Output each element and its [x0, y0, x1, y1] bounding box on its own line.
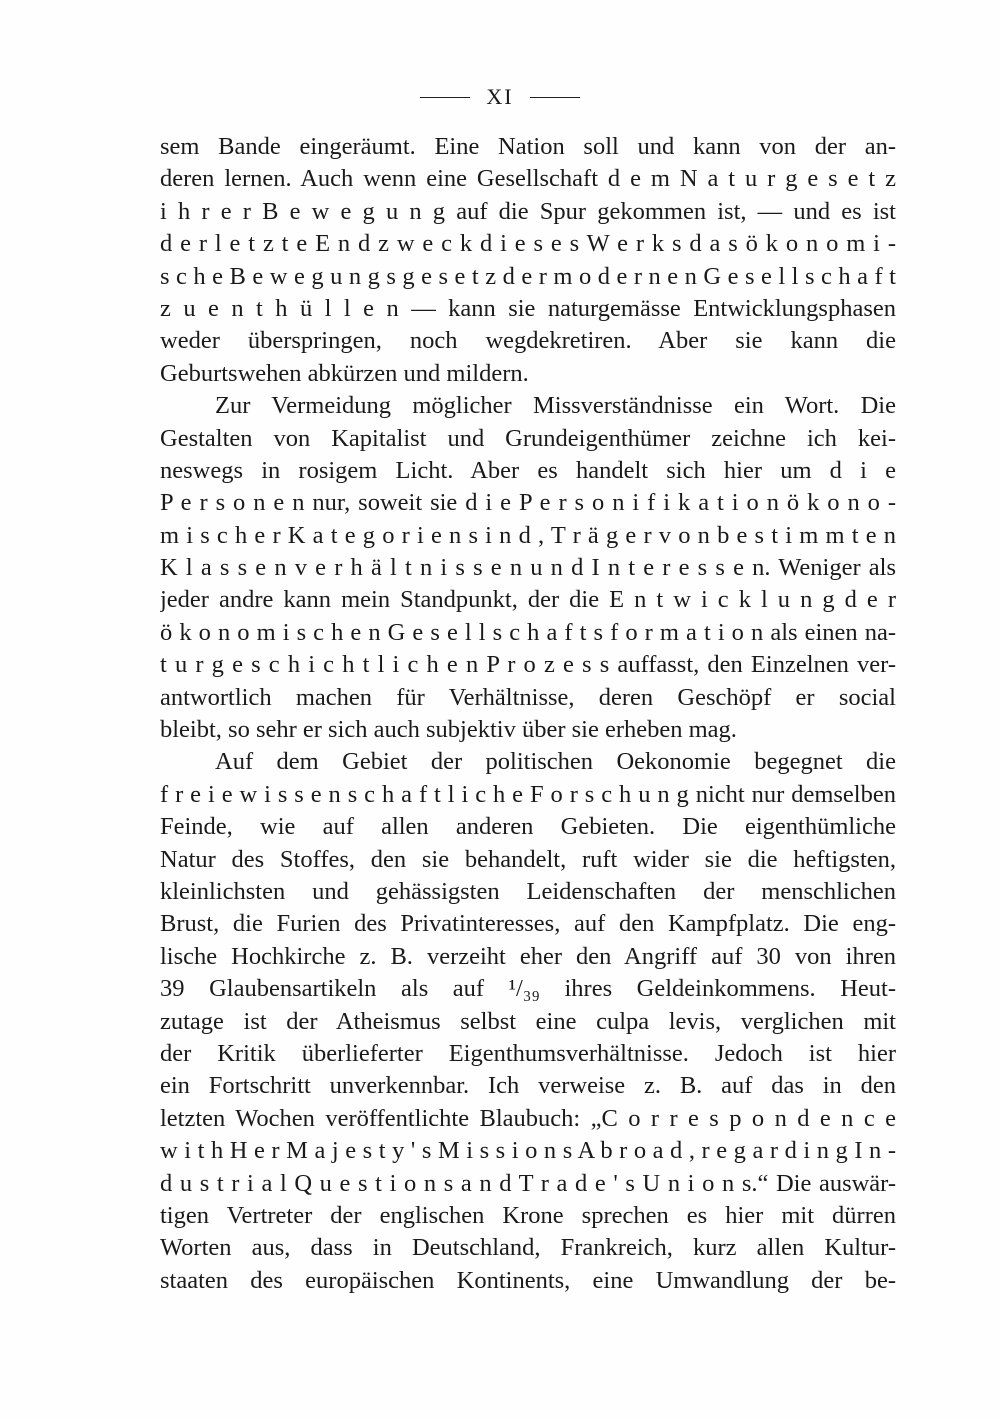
- text-line: Natur des Stoffes, den sie behandelt, ruft wider sie die heftigsten,: [160, 845, 896, 873]
- text-line: z u e n t h ü l l e n — kann sie naturgemässe Entwicklungsphasen: [160, 294, 896, 322]
- text-line: f r e i e w i s s e n s c h a f t l i c h e F o r s c h u n g nicht nur demselben: [160, 780, 896, 808]
- text-line: bleibt, so sehr er sich auch subjektiv über sie erheben mag.: [160, 716, 737, 744]
- text-line: staaten des europäischen Kontinents, eine Umwandlung der be-: [160, 1266, 896, 1294]
- text-line: deren lernen. Auch wenn eine Gesellschaft d e m N a t u r g e s e t z: [160, 165, 896, 193]
- text-line: Worten aus, dass in Deutschland, Frankreich, kurz allen Kultur-: [160, 1234, 896, 1262]
- text-line: Zur Vermeidung möglicher Missverständnisse ein Wort. Die: [215, 392, 896, 420]
- text-line: w i t h H e r M a j e s t y ' s M i s s i o n s A b r o a d , r e g a r d i n g I n -: [160, 1137, 896, 1165]
- text-line: tigen Vertreter der englischen Krone sprechen es hier mit dürren: [160, 1201, 896, 1229]
- text-line: neswegs in rosigem Licht. Aber es handelt sich hier um d i e: [160, 456, 896, 484]
- text-line: weder überspringen, noch wegdekretiren. Aber sie kann die: [160, 327, 896, 355]
- text-line: sem Bande eingeräumt. Eine Nation soll und kann von der an-: [160, 133, 896, 160]
- text-line: i h r e r B e w e g u n g auf die Spur gekommen ist, — und es ist: [160, 197, 896, 225]
- text-line: Geburtswehen abkürzen und mildern.: [160, 359, 529, 387]
- text-line: P e r s o n e n nur, soweit sie d i e P e r s o n i f i k a t i o n ö k o n o -: [160, 489, 896, 517]
- page-number: XI: [486, 84, 514, 109]
- text-line: jeder andre kann mein Standpunkt, der die E n t w i c k l u n g d e r: [160, 586, 896, 614]
- text-line: 39 Glaubensartikeln als auf ¹/₃₉ ihres Geldeinkommens. Heut-: [160, 975, 896, 1003]
- body-text: [160, 131, 896, 1297]
- text-line: letzten Wochen veröffentlichte Blaubuch: „C o r r e s p o n d e n c e: [160, 1104, 896, 1132]
- text-line: ö k o n o m i s c h e n G e s e l l s c h a f t s f o r m a t i o n als einen na-: [160, 618, 896, 646]
- text-line: d u s t r i a l Q u e s t i o n s a n d T r a d e ' s U n i o n s.“ Die auswär-: [160, 1169, 896, 1197]
- text-line: antwortlich machen für Verhältnisse, deren Geschöpf er social: [160, 683, 896, 711]
- text-line: lische Hochkirche z. B. verzeiht eher den Angriff auf 30 von ihren: [160, 942, 896, 970]
- header-rule-right: [530, 97, 580, 98]
- text-line: Auf dem Gebiet der politischen Oekonomie begegnet die: [215, 748, 896, 776]
- text-line: ein Fortschritt unverkennbar. Ich verweise z. B. auf das in den: [160, 1072, 896, 1100]
- page-header: [0, 84, 1000, 114]
- text-line: t u r g e s c h i c h t l i c h e n P r o z e s s auffasst, den Einzelnen ver-: [160, 651, 896, 679]
- text-line: s c h e B e w e g u n g s g e s e t z d e r m o d e r n e n G e s e l l s c h a f t: [160, 262, 896, 290]
- text-line: zutage ist der Atheismus selbst eine culpa levis, verglichen mit: [160, 1007, 896, 1035]
- text-line: kleinlichsten und gehässigsten Leidenschaften der menschlichen: [160, 877, 896, 905]
- header-rule-left: [420, 97, 470, 98]
- text-line: K l a s s e n v e r h ä l t n i s s e n u n d I n t e r e s s e n. Weniger als: [160, 554, 896, 582]
- text-line: Feinde, wie auf allen anderen Gebieten. Die eigenthümliche: [160, 813, 896, 841]
- text-line: m i s c h e r K a t e g o r i e n s i n d , T r ä g e r v o n b e s t i m m t e n: [160, 521, 896, 549]
- text-line: d e r l e t z t e E n d z w e c k d i e s e s W e r k s d a s ö k o n o m i -: [160, 230, 896, 258]
- text-line: der Kritik überlieferter Eigenthumsverhältnisse. Jedoch ist hier: [160, 1039, 896, 1067]
- text-line: Gestalten von Kapitalist und Grundeigenthümer zeichne ich kei-: [160, 424, 896, 452]
- text-line: Brust, die Furien des Privatinteresses, auf den Kampfplatz. Die eng-: [160, 910, 896, 938]
